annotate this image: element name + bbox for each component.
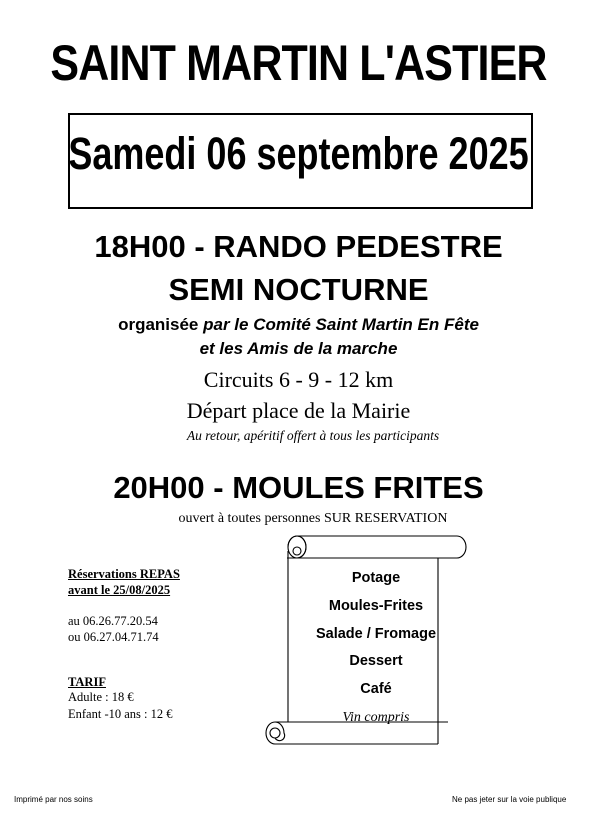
event-date: Samedi 06 septembre 2025 <box>68 128 529 179</box>
menu-item-potage: Potage <box>351 570 401 586</box>
footer-notice: Ne pas jeter sur la voie publique <box>452 795 567 804</box>
menu-item-moules-frites: Moules-Frites <box>328 598 424 614</box>
organizer-name: par le Comité Saint Martin En Fête <box>203 315 479 334</box>
footer-printed: Imprimé par nos soins <box>14 795 93 804</box>
menu-item-cafe: Café <box>360 681 392 697</box>
event-title: SAINT MARTIN L'ASTIER <box>50 35 547 91</box>
phone-1: au 06.26.77.20.54 <box>68 614 158 628</box>
rando-subheading: SEMI NOCTURNE <box>168 272 429 307</box>
organizer-line <box>0 313 597 337</box>
reservation-heading: Réservations REPAS <box>68 567 180 581</box>
tarif-enfant: Enfant -10 ans : 12 € <box>68 707 173 721</box>
menu-wine: Vin compris <box>342 710 410 725</box>
repas-heading: 20H00 - MOULES FRITES <box>113 470 484 505</box>
menu-item-dessert: Dessert <box>349 653 403 669</box>
organizer-line-2 <box>0 337 597 361</box>
reservation-deadline: avant le 25/08/2025 <box>68 583 171 597</box>
organizer-prefix: organisée <box>118 315 199 334</box>
depart-text: Départ place de la Mairie <box>186 398 411 423</box>
menu-item-salade-fromage: Salade / Fromage <box>315 626 437 642</box>
repas-subtitle: ouvert à toutes personnes SUR RESERVATION <box>178 511 448 526</box>
tarif-heading: TARIF <box>68 675 106 689</box>
organizer-partner: et les Amis de la marche <box>199 339 398 358</box>
retour-text: Au retour, apéritif offert à tous les participants <box>186 428 440 443</box>
rando-heading: 18H00 - RANDO PEDESTRE <box>94 229 503 264</box>
phone-2: ou 06.27.04.71.74 <box>68 630 159 644</box>
tarif-adulte: Adulte : 18 € <box>68 690 134 704</box>
circuits-text: Circuits 6 - 9 - 12 km <box>203 367 394 392</box>
